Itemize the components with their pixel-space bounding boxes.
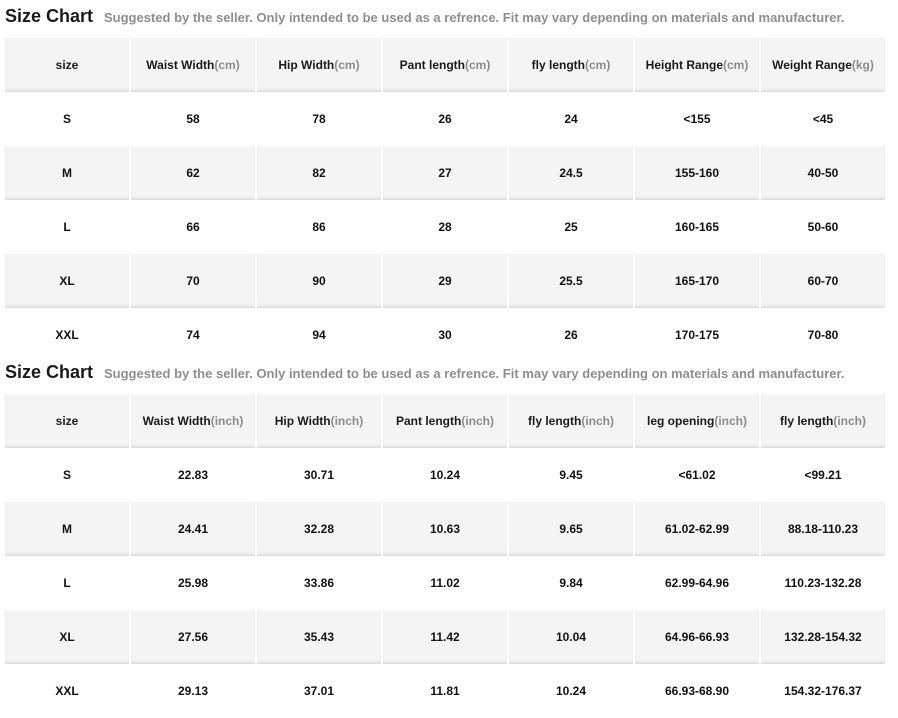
chart-title: Size Chart — [5, 6, 94, 26]
value-cell: 22.83 — [177, 468, 209, 482]
size-cell: L — [63, 576, 71, 590]
column-header — [509, 394, 633, 448]
chart-header — [0, 356, 898, 394]
chart-note: Suggested by the seller. Only intended to be used as a refrence. Fit may vary depending on materials and manufacturer. — [104, 366, 845, 381]
column-header-label: fly length — [527, 414, 582, 428]
column-header-label: Hip Width — [274, 414, 331, 428]
size-cell: M — [5, 502, 129, 556]
value-cell: 160-165 — [674, 220, 720, 234]
value-cell: 165-170 — [635, 254, 759, 308]
value-cell: 40-50 — [761, 146, 885, 200]
column-header-unit: (kg) — [851, 58, 874, 72]
column-header-unit: (inch) — [581, 414, 614, 428]
value-cell: 10.04 — [509, 610, 633, 664]
table-row — [5, 448, 885, 502]
value-cell: 58 — [186, 112, 200, 126]
column-header-unit: (cm) — [214, 58, 240, 72]
value-cell: 11.42 — [383, 610, 507, 664]
table-row — [5, 556, 885, 610]
value-cell: 88.18-110.23 — [761, 502, 885, 556]
column-header-label: Waist Width — [146, 58, 215, 72]
value-cell: 154.32-176.37 — [784, 684, 862, 698]
value-cell: 29 — [383, 254, 507, 308]
value-cell: 74 — [186, 328, 200, 342]
column-header-label: Hip Width — [278, 58, 335, 72]
size-table-cm — [3, 38, 887, 362]
value-cell: 10.24 — [555, 684, 587, 698]
chart-header — [0, 0, 898, 38]
value-cell: 24.5 — [509, 146, 633, 200]
value-cell: 27 — [383, 146, 507, 200]
table-row — [5, 502, 885, 556]
value-cell: <45 — [812, 112, 834, 126]
value-cell: 26 — [564, 328, 578, 342]
column-header-unit: (inch) — [833, 414, 866, 428]
value-cell: 11.81 — [430, 684, 460, 698]
value-cell: 60-70 — [761, 254, 885, 308]
value-cell: 50-60 — [807, 220, 839, 234]
table-header-row — [5, 38, 885, 92]
column-header-label: Pant length — [395, 414, 462, 428]
value-cell: 82 — [257, 146, 381, 200]
column-header-unit: (cm) — [723, 58, 749, 72]
value-cell: 94 — [312, 328, 326, 342]
size-chart-cm — [0, 0, 898, 342]
value-cell: 70-80 — [807, 328, 839, 342]
column-header-label: fly length — [531, 58, 585, 72]
value-cell: 30.71 — [303, 468, 335, 482]
table-row — [5, 308, 885, 362]
table-row — [5, 200, 885, 254]
column-header-unit: (inch) — [714, 414, 747, 428]
size-cell: S — [62, 112, 71, 126]
column-header-label: leg opening — [646, 414, 715, 428]
column-header — [509, 38, 633, 92]
table-row — [5, 254, 885, 308]
value-cell: 10.63 — [383, 502, 507, 556]
column-header — [5, 38, 129, 92]
value-cell: <61.02 — [678, 468, 716, 482]
size-table-inch — [3, 394, 887, 718]
column-header — [131, 394, 255, 448]
value-cell: 155-160 — [635, 146, 759, 200]
table-row — [5, 146, 885, 200]
column-header-unit: (cm) — [465, 58, 491, 72]
value-cell: 61.02-62.99 — [635, 502, 759, 556]
value-cell: 29.13 — [177, 684, 209, 698]
column-header — [761, 38, 885, 92]
value-cell: 132.28-154.32 — [761, 610, 885, 664]
value-cell: 25 — [564, 220, 578, 234]
value-cell: 24.41 — [131, 502, 255, 556]
value-cell: 30 — [438, 328, 452, 342]
value-cell: 86 — [312, 220, 326, 234]
value-cell: 28 — [438, 220, 452, 234]
column-header-label: fly length — [779, 414, 834, 428]
value-cell: 9.65 — [509, 502, 633, 556]
size-cell: XL — [5, 254, 129, 308]
table-row — [5, 610, 885, 664]
value-cell: 9.84 — [559, 576, 583, 590]
value-cell: 64.96-66.93 — [635, 610, 759, 664]
value-cell: 62 — [131, 146, 255, 200]
column-header-unit: (inch) — [210, 414, 244, 428]
column-header — [635, 394, 759, 448]
column-header-label: Weight Range — [772, 58, 852, 72]
table-row — [5, 92, 885, 146]
chart-note: Suggested by the seller. Only intended to be used as a refrence. Fit may vary depending on materials and manufacturer. — [104, 10, 845, 25]
table-row — [5, 664, 885, 718]
value-cell: 37.01 — [303, 684, 335, 698]
value-cell: 70 — [131, 254, 255, 308]
column-header-label: Pant length — [399, 58, 465, 72]
size-cell: M — [5, 146, 129, 200]
value-cell: 78 — [312, 112, 326, 126]
value-cell: 32.28 — [257, 502, 381, 556]
column-header-label: size — [55, 414, 79, 428]
table-header-row — [5, 394, 885, 448]
value-cell: 26 — [438, 112, 452, 126]
value-cell: <99.21 — [804, 468, 842, 482]
size-cell: XL — [5, 610, 129, 664]
column-header — [131, 38, 255, 92]
size-cell: S — [62, 468, 71, 482]
column-header — [635, 38, 759, 92]
column-header — [257, 394, 381, 448]
chart-title: Size Chart — [5, 362, 94, 382]
value-cell: 33.86 — [303, 576, 335, 590]
value-cell: 35.43 — [257, 610, 381, 664]
value-cell: 25.98 — [177, 576, 209, 590]
value-cell: 66 — [186, 220, 200, 234]
column-header-unit: (cm) — [334, 58, 360, 72]
size-chart-inch — [0, 356, 898, 698]
value-cell: 10.24 — [429, 468, 461, 482]
column-header — [761, 394, 885, 448]
size-cell: XXL — [55, 328, 79, 342]
column-header-label: size — [55, 58, 79, 72]
value-cell: 170-175 — [674, 328, 720, 342]
column-header — [257, 38, 381, 92]
value-cell: 9.45 — [559, 468, 583, 482]
value-cell: 27.56 — [131, 610, 255, 664]
column-header-unit: (inch) — [330, 414, 364, 428]
column-header — [383, 38, 507, 92]
value-cell: 11.02 — [430, 576, 460, 590]
column-header — [5, 394, 129, 448]
value-cell: 110.23-132.28 — [784, 576, 862, 590]
value-cell: 66.93-68.90 — [664, 684, 730, 698]
value-cell: 62.99-64.96 — [664, 576, 730, 590]
column-header — [383, 394, 507, 448]
column-header-unit: (cm) — [585, 58, 611, 72]
value-cell: 24 — [564, 112, 578, 126]
value-cell: <155 — [683, 112, 711, 126]
column-header-label: Height Range — [645, 58, 723, 72]
value-cell: 90 — [257, 254, 381, 308]
value-cell: 25.5 — [509, 254, 633, 308]
column-header-unit: (inch) — [461, 414, 494, 428]
size-cell: XXL — [55, 684, 79, 698]
column-header-label: Waist Width — [142, 414, 211, 428]
size-cell: L — [63, 220, 71, 234]
